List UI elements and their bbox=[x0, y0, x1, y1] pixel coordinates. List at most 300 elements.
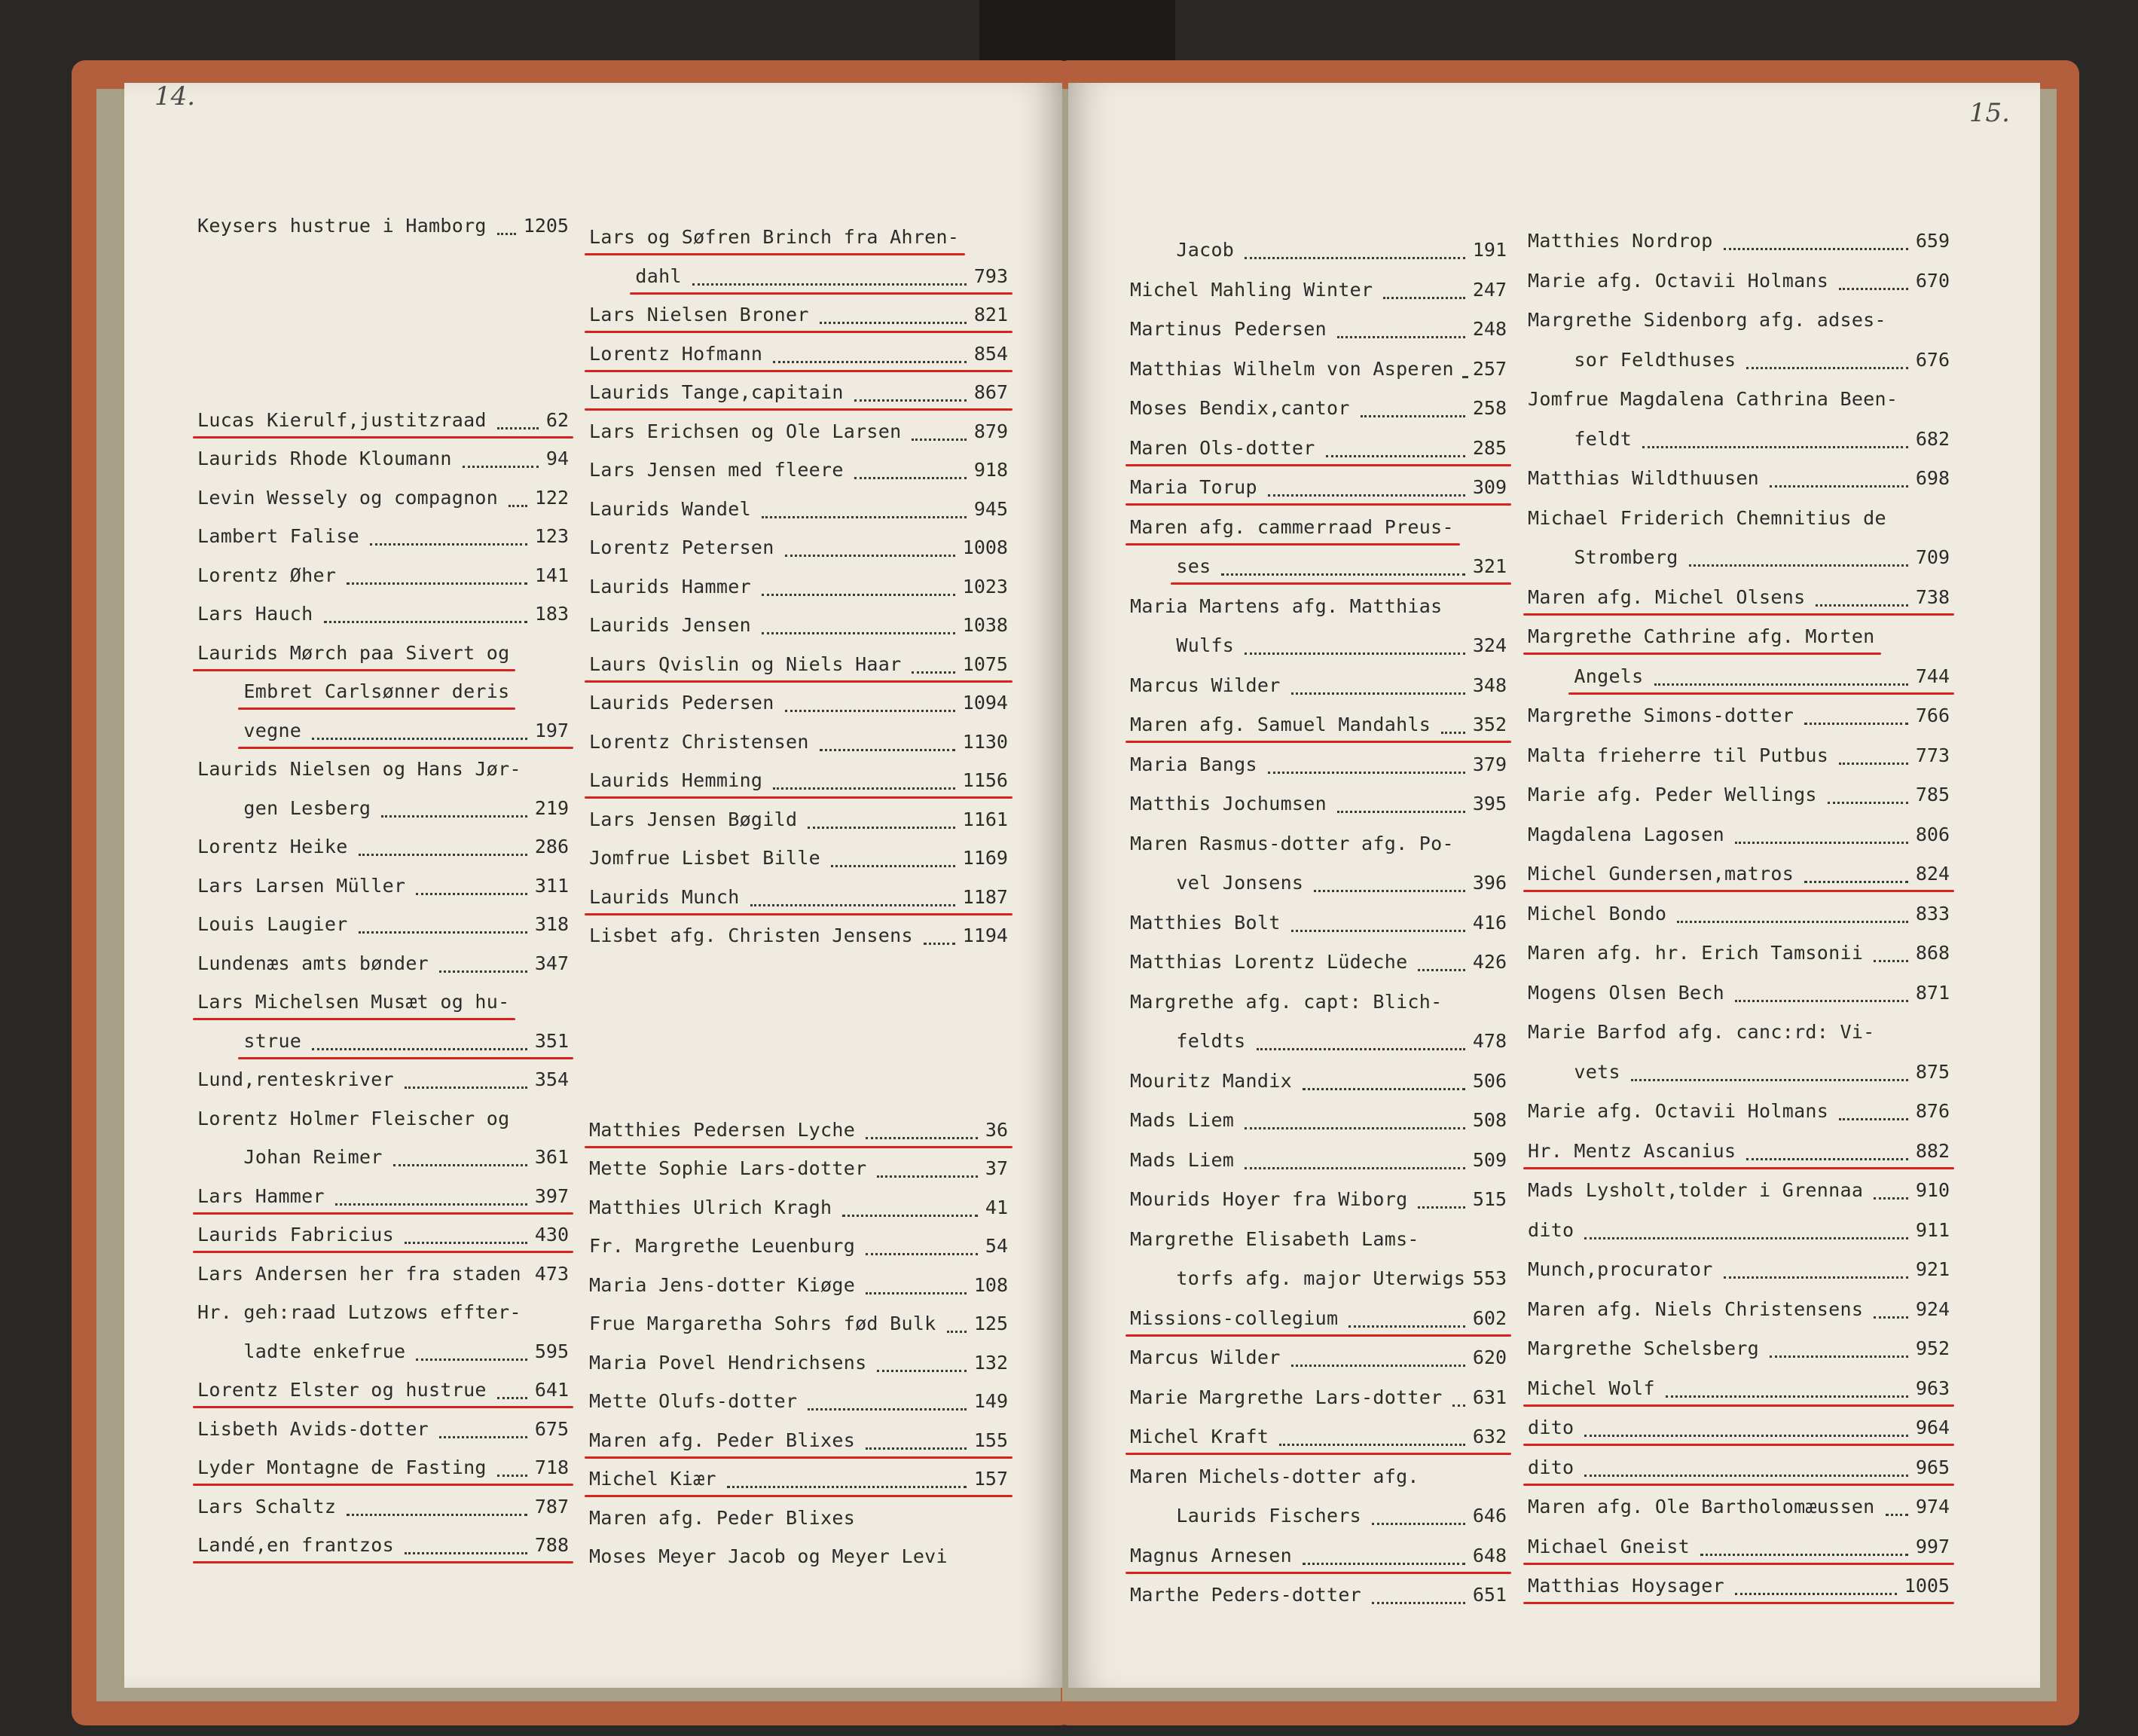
index-entry bbox=[1528, 467, 1950, 506]
entry-name: Mads Liem bbox=[1130, 1109, 1235, 1131]
index-entry bbox=[589, 1197, 1008, 1236]
entry-page-ref: 793 bbox=[973, 264, 1008, 287]
entry-page-ref: 248 bbox=[1472, 318, 1507, 340]
entry-name: Maren afg. Peder Blixes bbox=[589, 1429, 856, 1451]
dot-leader bbox=[416, 893, 527, 895]
entry-name: Margrethe Elisabeth Lams- bbox=[1130, 1227, 1419, 1250]
red-underline bbox=[1523, 1484, 1954, 1486]
entry-name: Michel Gundersen,matros bbox=[1528, 863, 1794, 885]
entry-page-ref: 348 bbox=[1472, 674, 1507, 696]
entry-name: Maren afg. Niels Christensens bbox=[1528, 1297, 1864, 1320]
index-entry bbox=[589, 769, 1008, 808]
dot-leader bbox=[1372, 1523, 1465, 1525]
entry-page-ref: 620 bbox=[1472, 1346, 1507, 1368]
dot-leader bbox=[1700, 1554, 1908, 1556]
entry-name: torfs afg. major Uterwigs bbox=[1130, 1267, 1466, 1289]
index-entry bbox=[1528, 507, 1950, 546]
entry-page-ref: 309 bbox=[1472, 476, 1507, 498]
dot-leader bbox=[405, 1552, 527, 1554]
right-index-column-2 bbox=[1528, 230, 1950, 1597]
index-entry bbox=[197, 332, 569, 371]
index-entry bbox=[197, 797, 569, 836]
index-entry bbox=[1130, 1386, 1507, 1426]
entry-name: Lorentz Heike bbox=[197, 836, 348, 857]
index-entry bbox=[1130, 279, 1507, 318]
dot-leader bbox=[1746, 367, 1908, 369]
dot-leader bbox=[359, 854, 527, 856]
entry-name: Frue Margaretha Sohrs fød Bulk bbox=[589, 1313, 936, 1334]
entry-page-ref: 285 bbox=[1472, 436, 1507, 459]
entry-name: Laurids Fabricius bbox=[197, 1224, 394, 1245]
entry-name: feldts bbox=[1130, 1030, 1246, 1052]
entry-page-ref: 54 bbox=[985, 1235, 1008, 1257]
dot-leader bbox=[1631, 1079, 1908, 1081]
entry-page-ref: 247 bbox=[1472, 278, 1507, 301]
entry-page-ref: 149 bbox=[973, 1390, 1008, 1412]
index-entry bbox=[589, 1002, 1008, 1041]
entry-page-ref: 1205 bbox=[523, 215, 569, 237]
entry-name: Maria Jens-dotter Kiøge bbox=[589, 1273, 856, 1296]
entry-page-ref: 311 bbox=[534, 874, 569, 897]
entry-page-ref: 659 bbox=[1915, 230, 1950, 252]
entry-name: Matthies Pedersen Lyche bbox=[589, 1118, 856, 1141]
red-underline bbox=[238, 708, 515, 710]
entry-name: Mads Lysholt,tolder i Grennaa bbox=[1528, 1179, 1864, 1201]
dot-leader bbox=[1348, 1325, 1465, 1328]
entry-page-ref: 632 bbox=[1472, 1426, 1507, 1447]
index-entry bbox=[589, 614, 1008, 653]
entry-page-ref: 854 bbox=[973, 342, 1008, 365]
index-entry bbox=[1130, 397, 1507, 436]
entry-name: Mette Sophie Lars-dotter bbox=[589, 1157, 867, 1179]
dot-leader bbox=[1689, 564, 1908, 567]
index-entry bbox=[197, 836, 569, 875]
dot-leader bbox=[912, 439, 966, 441]
entry-name: Lund,renteskriver bbox=[197, 1068, 394, 1090]
entry-page-ref: 396 bbox=[1472, 872, 1507, 894]
dot-leader bbox=[1383, 297, 1465, 299]
entry-name: Hr. Mentz Ascanius bbox=[1528, 1139, 1736, 1162]
entry-name: Lyder Montagne de Fasting bbox=[197, 1456, 487, 1478]
red-underline bbox=[585, 680, 1012, 683]
index-entry bbox=[1528, 704, 1950, 744]
entry-name: Laurids Pedersen bbox=[589, 692, 774, 714]
index-entry bbox=[1130, 318, 1507, 357]
dot-leader bbox=[808, 827, 954, 829]
index-entry bbox=[1528, 1377, 1950, 1417]
entry-page-ref: 515 bbox=[1472, 1188, 1507, 1210]
red-underline bbox=[193, 1561, 573, 1563]
index-entry bbox=[1528, 863, 1950, 902]
red-underline bbox=[1523, 613, 1954, 616]
index-entry bbox=[197, 680, 569, 720]
index-entry bbox=[589, 1352, 1008, 1391]
entry-page-ref: 821 bbox=[973, 304, 1008, 326]
entry-page-ref: 324 bbox=[1472, 634, 1507, 656]
entry-page-ref: 602 bbox=[1472, 1307, 1507, 1329]
red-underline bbox=[585, 1456, 1012, 1459]
entry-page-ref: 478 bbox=[1472, 1030, 1507, 1052]
dot-leader bbox=[1337, 811, 1465, 813]
index-entry bbox=[589, 808, 1008, 848]
index-entry bbox=[1528, 546, 1950, 585]
entry-name: Laurids Hemming bbox=[589, 769, 763, 791]
entry-page-ref: 945 bbox=[973, 497, 1008, 520]
entry-page-ref: 997 bbox=[1915, 1535, 1950, 1557]
index-entry bbox=[589, 265, 1008, 304]
dot-leader bbox=[727, 1486, 967, 1488]
entry-name: Michel Mahling Winter bbox=[1130, 278, 1373, 301]
entry-page-ref: 974 bbox=[1915, 1496, 1950, 1517]
index-entry bbox=[197, 292, 569, 332]
index-entry bbox=[197, 642, 569, 681]
dot-leader bbox=[497, 233, 516, 235]
entry-page-ref: 191 bbox=[1472, 239, 1507, 261]
index-entry bbox=[197, 913, 569, 952]
entry-page-ref: 1187 bbox=[962, 885, 1008, 908]
index-entry bbox=[589, 886, 1008, 925]
index-entry bbox=[1130, 912, 1507, 951]
entry-name: Maren afg. hr. Erich Tamsonii bbox=[1528, 942, 1864, 964]
entry-name: Maren Ols-dotter bbox=[1130, 436, 1315, 459]
entry-name: Moses Meyer Jacob og Meyer Levi bbox=[589, 1545, 948, 1567]
entry-page-ref: 122 bbox=[534, 486, 569, 509]
index-entry bbox=[1528, 625, 1950, 665]
dot-leader bbox=[1257, 1048, 1465, 1050]
index-entry bbox=[589, 1041, 1008, 1080]
entry-name: Jomfrue Lisbet Bille bbox=[589, 847, 821, 869]
entry-name: Lorentz Petersen bbox=[589, 536, 774, 558]
red-underline bbox=[1523, 1167, 1954, 1169]
entry-name: Keysers hustrue i Hamborg bbox=[197, 215, 487, 237]
dot-leader bbox=[1874, 960, 1908, 962]
entry-name: Johan Reimer bbox=[197, 1146, 383, 1168]
entry-page-ref: 964 bbox=[1915, 1417, 1950, 1438]
entry-name: Lars Hammer bbox=[197, 1184, 325, 1207]
dot-leader bbox=[1839, 288, 1908, 290]
index-entry bbox=[1528, 744, 1950, 784]
entry-name: Jomfrue Magdalena Cathrina Been- bbox=[1528, 388, 1898, 410]
entry-name: Maren Rasmus-dotter afg. Po- bbox=[1130, 832, 1454, 854]
red-underline bbox=[1523, 1444, 1954, 1446]
dot-leader bbox=[1770, 485, 1908, 487]
dot-leader bbox=[1245, 653, 1465, 655]
index-entry bbox=[589, 731, 1008, 770]
entry-name: Mogens Olsen Bech bbox=[1528, 981, 1724, 1004]
dot-leader bbox=[1886, 1514, 1908, 1516]
entry-name: Marie afg. Octavii Holmans bbox=[1528, 269, 1829, 292]
index-entry bbox=[197, 1068, 569, 1108]
index-entry bbox=[1130, 1584, 1507, 1623]
entry-page-ref: 785 bbox=[1915, 784, 1950, 805]
entry-page-ref: 1008 bbox=[962, 536, 1008, 558]
index-entry bbox=[197, 254, 569, 293]
entry-page-ref: 257 bbox=[1472, 357, 1507, 380]
entry-page-ref: 787 bbox=[534, 1495, 569, 1517]
index-entry bbox=[197, 1496, 569, 1535]
index-entry bbox=[197, 1030, 569, 1069]
entry-page-ref: 918 bbox=[973, 459, 1008, 481]
entry-page-ref: 867 bbox=[973, 381, 1008, 403]
entry-page-ref: 155 bbox=[973, 1429, 1008, 1451]
entry-page-ref: 62 bbox=[545, 408, 569, 431]
index-entry bbox=[1130, 1267, 1507, 1307]
red-underline bbox=[1523, 653, 1881, 655]
index-entry bbox=[1528, 586, 1950, 625]
index-entry bbox=[589, 1119, 1008, 1158]
entry-name: Michel Wolf bbox=[1528, 1377, 1655, 1399]
index-entry bbox=[589, 1313, 1008, 1352]
index-entry bbox=[1528, 1417, 1950, 1456]
entry-page-ref: 1169 bbox=[962, 847, 1008, 869]
entry-page-ref: 361 bbox=[534, 1146, 569, 1168]
index-entry bbox=[1130, 239, 1507, 278]
index-entry bbox=[589, 1274, 1008, 1313]
dot-leader bbox=[1337, 336, 1465, 338]
entry-name: Laurids Nielsen og Hans Jør- bbox=[197, 758, 521, 780]
entry-page-ref: 965 bbox=[1915, 1456, 1950, 1478]
entry-page-ref: 1075 bbox=[962, 653, 1008, 675]
dot-leader bbox=[1642, 446, 1908, 448]
index-entry bbox=[1528, 270, 1950, 309]
entry-name: Michel Kraft bbox=[1130, 1426, 1269, 1447]
entry-name: Laurids Jensen bbox=[589, 614, 751, 636]
dot-leader bbox=[854, 399, 967, 402]
index-entry bbox=[197, 1263, 569, 1302]
dot-leader bbox=[785, 710, 955, 712]
entry-name: Laurids Mørch paa Sivert og bbox=[197, 641, 510, 664]
index-entry bbox=[1528, 1258, 1950, 1297]
dot-leader bbox=[1874, 1197, 1908, 1200]
index-entry bbox=[197, 1340, 569, 1380]
entry-name: Jacob bbox=[1130, 239, 1235, 261]
entry-page-ref: 125 bbox=[973, 1313, 1008, 1334]
entry-page-ref: 426 bbox=[1472, 951, 1507, 973]
dot-leader bbox=[1724, 1276, 1908, 1279]
index-entry bbox=[197, 525, 569, 564]
red-underline bbox=[238, 747, 573, 749]
dot-leader bbox=[1746, 1158, 1908, 1160]
entry-name: Angels bbox=[1528, 665, 1644, 687]
index-entry bbox=[1130, 1545, 1507, 1584]
index-entry bbox=[1130, 872, 1507, 911]
dot-leader bbox=[1291, 930, 1465, 932]
entry-name: Lars Jensen Bøgild bbox=[589, 808, 798, 830]
entry-name: Lundenæs amts bønder bbox=[197, 952, 429, 974]
dot-leader bbox=[463, 466, 539, 468]
index-entry bbox=[1528, 1536, 1950, 1575]
entry-name: Matthias Hoysager bbox=[1528, 1575, 1724, 1597]
entry-page-ref: 123 bbox=[534, 525, 569, 547]
index-entry bbox=[1528, 230, 1950, 269]
dot-leader bbox=[370, 543, 527, 546]
dot-leader bbox=[1666, 1395, 1908, 1398]
red-underline bbox=[1126, 503, 1511, 506]
entry-page-ref: 94 bbox=[545, 448, 569, 469]
red-underline bbox=[585, 796, 1012, 799]
dot-leader bbox=[1677, 921, 1908, 923]
dot-leader bbox=[1804, 723, 1908, 725]
entry-page-ref: 321 bbox=[1472, 555, 1507, 577]
entry-name: Matthias Wilhelm von Asperen bbox=[1130, 357, 1454, 380]
entry-page-ref: 197 bbox=[534, 719, 569, 741]
red-underline bbox=[585, 1146, 1012, 1148]
index-entry bbox=[197, 603, 569, 642]
dot-leader bbox=[381, 815, 527, 818]
index-entry bbox=[197, 952, 569, 992]
entry-page-ref: 1023 bbox=[962, 575, 1008, 598]
entry-page-ref: 41 bbox=[985, 1196, 1008, 1218]
dot-leader bbox=[762, 516, 967, 518]
entry-name: Lorentz Elster og hustrue bbox=[197, 1379, 487, 1401]
index-entry bbox=[197, 1418, 569, 1457]
entry-page-ref: 924 bbox=[1915, 1297, 1950, 1320]
index-entry bbox=[1528, 1496, 1950, 1535]
entry-name: Lars Hauch bbox=[197, 603, 313, 625]
dot-leader bbox=[866, 1447, 967, 1450]
index-entry bbox=[1130, 1070, 1507, 1109]
index-entry bbox=[1528, 784, 1950, 823]
entry-page-ref: 397 bbox=[534, 1184, 569, 1207]
entry-name: Maren Michels-dotter afg. bbox=[1130, 1465, 1419, 1487]
dot-leader bbox=[1372, 1602, 1465, 1604]
entry-name: Marie afg. Peder Wellings bbox=[1528, 784, 1817, 805]
entry-name: Magnus Arnesen bbox=[1130, 1544, 1292, 1566]
red-underline bbox=[1126, 741, 1511, 743]
entry-page-ref: 773 bbox=[1915, 744, 1950, 766]
entry-name: Margrethe Schelsberg bbox=[1528, 1337, 1760, 1359]
entry-page-ref: 631 bbox=[1472, 1386, 1507, 1408]
entry-page-ref: 430 bbox=[534, 1224, 569, 1245]
index-entry bbox=[1130, 595, 1507, 634]
red-underline bbox=[585, 913, 1012, 915]
entry-name: Malta frieherre til Putbus bbox=[1528, 744, 1829, 766]
entry-name: Laurids Rhode Kloumann bbox=[197, 448, 452, 469]
dot-leader bbox=[1245, 1127, 1465, 1129]
red-underline bbox=[1126, 1453, 1511, 1455]
entry-name: Matthies Ulrich Kragh bbox=[589, 1196, 832, 1218]
dot-leader bbox=[912, 671, 954, 674]
entry-name: vets bbox=[1528, 1060, 1620, 1083]
entry-name: ses bbox=[1130, 555, 1211, 577]
red-underline bbox=[585, 253, 965, 255]
dot-leader bbox=[1735, 842, 1908, 844]
index-entry bbox=[197, 487, 569, 526]
dot-leader bbox=[1245, 1167, 1465, 1169]
index-entry bbox=[589, 226, 1008, 265]
entry-name: Magdalena Lagosen bbox=[1528, 823, 1724, 845]
red-underline bbox=[585, 370, 1012, 372]
entry-page-ref: 508 bbox=[1472, 1109, 1507, 1131]
dot-leader bbox=[877, 1175, 977, 1178]
index-entry bbox=[1130, 833, 1507, 872]
entry-name: Levin Wessely og compagnon bbox=[197, 486, 499, 509]
dot-leader bbox=[497, 427, 539, 429]
entry-name: Michel Bondo bbox=[1528, 902, 1667, 925]
dot-leader bbox=[1418, 969, 1465, 971]
index-entry bbox=[1528, 1298, 1950, 1337]
entry-page-ref: 395 bbox=[1472, 793, 1507, 815]
dot-leader bbox=[762, 594, 955, 596]
dot-leader bbox=[497, 1397, 527, 1399]
index-entry bbox=[1528, 903, 1950, 942]
entry-page-ref: 806 bbox=[1915, 823, 1950, 845]
entry-page-ref: 952 bbox=[1915, 1337, 1950, 1359]
red-underline bbox=[630, 292, 1012, 295]
entry-page-ref: 709 bbox=[1915, 546, 1950, 568]
entry-page-ref: 788 bbox=[534, 1534, 569, 1556]
index-entry bbox=[1130, 714, 1507, 753]
dot-leader bbox=[1326, 455, 1465, 457]
entry-name: Matthias Wildthuusen bbox=[1528, 467, 1760, 489]
index-entry bbox=[1130, 634, 1507, 674]
entry-name: Maren afg. cammerraad Preus- bbox=[1130, 515, 1454, 538]
index-entry bbox=[589, 847, 1008, 886]
entry-name: dito bbox=[1528, 1417, 1574, 1438]
index-entry bbox=[589, 498, 1008, 537]
entry-page-ref: 824 bbox=[1915, 863, 1950, 885]
index-entry bbox=[589, 1235, 1008, 1274]
index-entry bbox=[1130, 991, 1507, 1030]
dot-leader bbox=[1770, 1355, 1908, 1358]
dot-leader bbox=[405, 1087, 527, 1089]
entry-name: dito bbox=[1528, 1456, 1574, 1478]
entry-name: Maren afg. Peder Blixes bbox=[589, 1506, 856, 1529]
dot-leader bbox=[854, 477, 967, 479]
entry-page-ref: 876 bbox=[1915, 1100, 1950, 1122]
dot-leader bbox=[393, 1164, 527, 1166]
entry-page-ref: 718 bbox=[534, 1456, 569, 1478]
entry-page-ref: 682 bbox=[1915, 427, 1950, 450]
index-entry bbox=[589, 1507, 1008, 1546]
dot-leader bbox=[497, 1475, 527, 1477]
dot-leader bbox=[820, 749, 955, 751]
entry-page-ref: 1038 bbox=[962, 614, 1008, 636]
entry-page-ref: 595 bbox=[534, 1340, 569, 1362]
dot-leader bbox=[820, 322, 967, 324]
entry-page-ref: 670 bbox=[1915, 269, 1950, 292]
dot-leader bbox=[947, 1331, 967, 1333]
index-entry bbox=[589, 1080, 1008, 1119]
entry-name: Margrethe afg. capt: Blich- bbox=[1130, 990, 1443, 1013]
entry-page-ref: 648 bbox=[1472, 1544, 1507, 1566]
index-entry bbox=[1130, 476, 1507, 515]
red-underline bbox=[1126, 1572, 1511, 1574]
entry-name: Laurids Tange,capitain bbox=[589, 381, 844, 403]
entry-name: Lambert Falise bbox=[197, 525, 359, 547]
entry-page-ref: 132 bbox=[973, 1351, 1008, 1374]
index-entry bbox=[589, 1545, 1008, 1585]
dot-leader bbox=[1303, 1563, 1465, 1565]
entry-page-ref: 351 bbox=[534, 1029, 569, 1052]
dot-leader bbox=[439, 1436, 527, 1438]
left-index-column-1 bbox=[197, 215, 569, 1571]
red-underline bbox=[238, 1057, 573, 1059]
index-entry bbox=[1130, 1466, 1507, 1505]
entry-name: Maren afg. Ole Bartholomæussen bbox=[1528, 1496, 1875, 1517]
entry-name: Lorentz Hofmann bbox=[589, 342, 763, 365]
dot-leader bbox=[1584, 1475, 1907, 1477]
index-entry bbox=[197, 564, 569, 604]
index-entry bbox=[197, 1534, 569, 1573]
index-entry bbox=[197, 215, 569, 254]
entry-name: Hr. geh:raad Lutzows effter- bbox=[197, 1301, 521, 1323]
entry-page-ref: 157 bbox=[973, 1468, 1008, 1490]
entry-page-ref: 766 bbox=[1915, 704, 1950, 726]
entry-name: Lars og Søfren Brinch fra Ahren- bbox=[589, 226, 960, 248]
entry-name: Matthias Lorentz Lüdeche bbox=[1130, 951, 1408, 973]
entry-name: Mourids Hoyer fra Wiborg bbox=[1130, 1188, 1408, 1210]
